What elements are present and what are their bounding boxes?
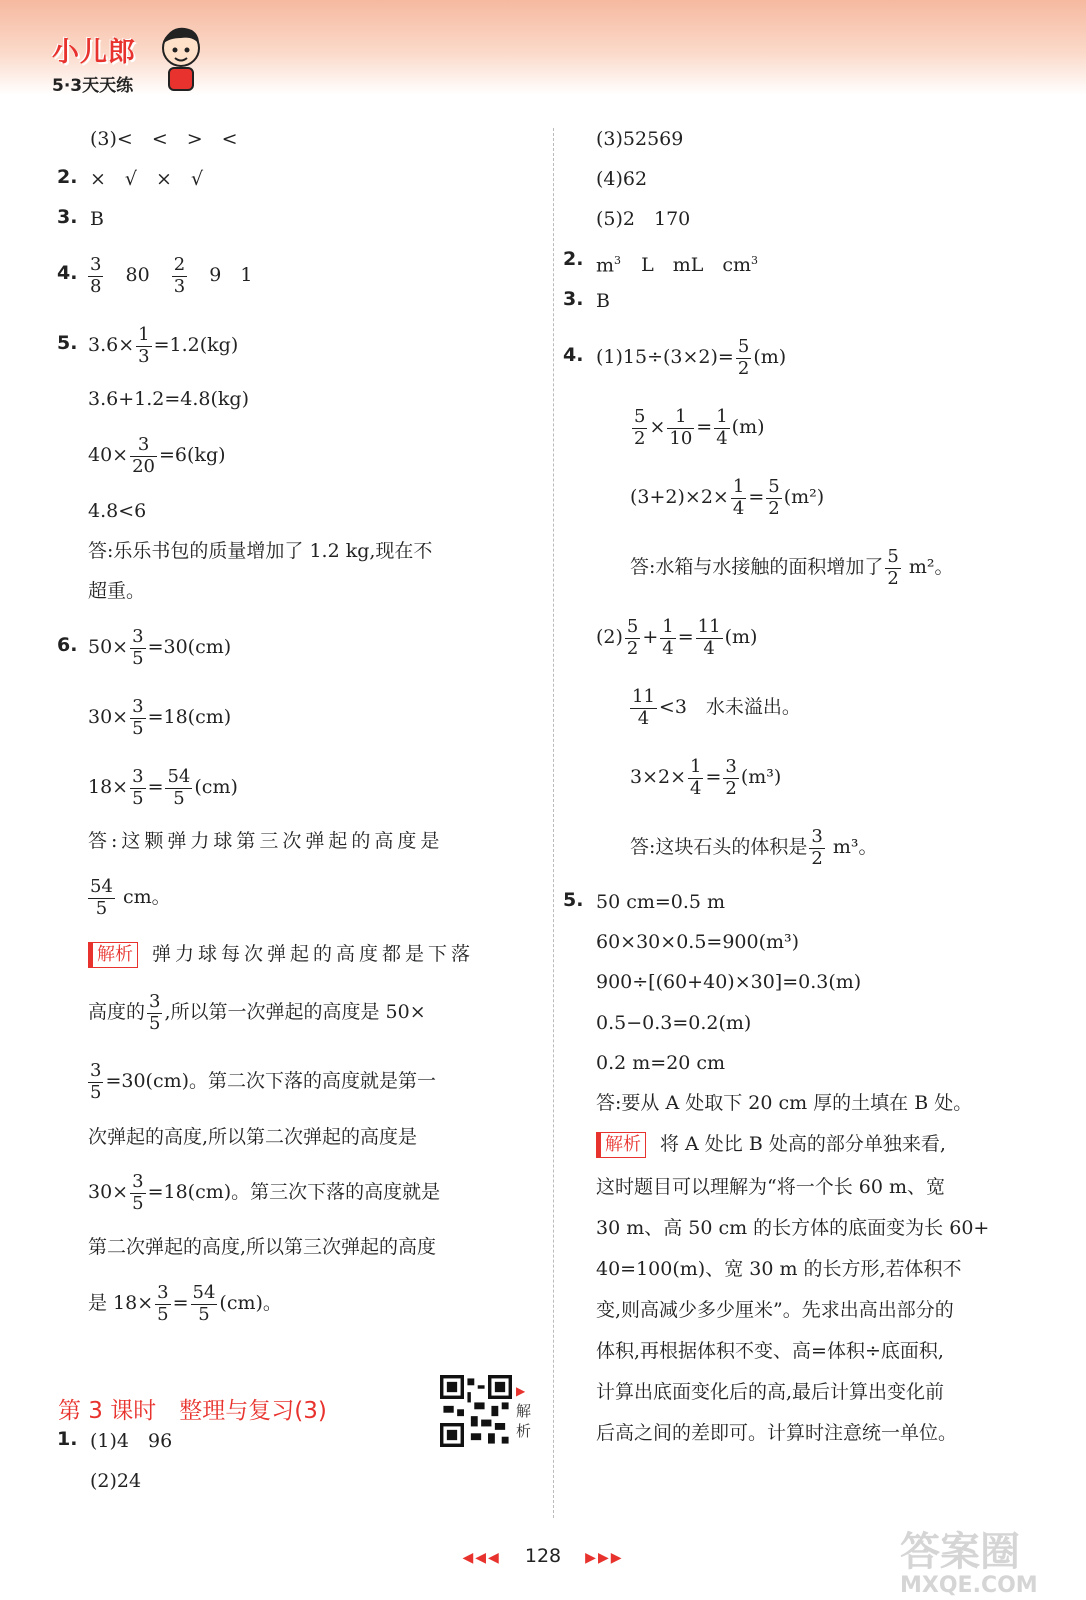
analysis-text: =: [172, 1292, 189, 1314]
expr: cm。: [116, 886, 171, 908]
expr: =30(cm): [147, 636, 232, 658]
answer-line: [596, 248, 758, 278]
answer-text: 答:要从 A 处取下 20 cm 厚的土填在 B 处。: [596, 1092, 973, 1114]
numerator: 3: [132, 765, 144, 787]
answer-line: (5)2 170: [596, 208, 691, 230]
play-icon: ▶: [516, 1384, 526, 1398]
numerator: 3: [132, 1170, 144, 1192]
expr: <3 水未溢出。: [658, 696, 801, 718]
fraction: [885, 547, 900, 589]
lesson-heading: 第 3 课时 整理与复习(3): [58, 1398, 327, 1424]
fraction: [766, 477, 781, 519]
value: 9 1: [209, 264, 253, 286]
answer-text-part: 答:这块石头的体积是: [630, 836, 808, 858]
analysis-text: 是 18×: [88, 1292, 154, 1314]
question-number: 4.: [563, 344, 584, 366]
numerator: 3: [132, 625, 144, 647]
equation-line: [630, 470, 824, 524]
analysis-line: 计算出底面变化后的高,最后计算出变化前: [596, 1381, 945, 1403]
expr: (m³): [740, 766, 782, 788]
fraction: [667, 407, 694, 449]
analysis-line: 第二次弹起的高度,所以第三次弹起的高度: [88, 1236, 437, 1258]
equation-line: 900÷[(60+40)×30]=0.3(m): [596, 971, 862, 993]
denominator: 5: [157, 1303, 169, 1325]
expr: =1.2(kg): [153, 334, 239, 356]
denominator: 10: [669, 427, 693, 449]
answer-line: (3)< < > <: [90, 128, 238, 150]
mascot-icon: [155, 22, 207, 94]
answer-text: [86, 870, 171, 924]
analysis-line: 体积,再根据体积不变、高=体积÷底面积,: [596, 1340, 944, 1362]
expr: 50×: [88, 636, 129, 658]
expr: =: [677, 626, 694, 648]
analysis-line: [88, 941, 474, 968]
numerator: 1: [662, 615, 674, 637]
denominator: 4: [703, 637, 715, 659]
denominator: 4: [637, 707, 650, 729]
question-number: 4.: [57, 262, 78, 284]
question-number: 5.: [563, 889, 584, 911]
answer-text: 答:这颗弹力球第三次弹起的高度是: [88, 830, 444, 852]
numerator: 3: [90, 253, 102, 275]
analysis-text: 30×: [88, 1181, 129, 1203]
watermark-top: 答案圈: [900, 1529, 1020, 1575]
equation-line: 50 cm=0.5 m: [596, 891, 726, 913]
denominator: 5: [90, 1081, 102, 1103]
answer-text-part: 答:水箱与水接触的面积增加了: [630, 556, 884, 578]
expr: (m²): [783, 486, 825, 508]
expr: 3.6×: [88, 334, 135, 356]
equation-line: [88, 620, 231, 674]
question-number: 3.: [57, 206, 78, 228]
fraction: [809, 827, 824, 869]
equation-line: [630, 750, 781, 804]
numerator: 5: [626, 615, 639, 637]
numerator: 54: [90, 875, 113, 897]
denominator: 8: [90, 275, 102, 297]
fraction: [130, 627, 145, 669]
equation-line: [630, 400, 765, 454]
expr: (m): [724, 626, 758, 648]
expr: (1)15÷(3×2)=: [596, 346, 734, 368]
numerator: 5: [768, 475, 780, 497]
denominator: 5: [95, 897, 108, 919]
expr: (3+2)×2×: [630, 486, 729, 508]
analysis-text: ,所以第一次弹起的高度是 50×: [164, 1001, 426, 1023]
fraction: [130, 435, 157, 477]
numerator: 1: [138, 323, 150, 345]
superscript: 3: [751, 254, 758, 267]
analysis-text: 弹力球每次弹起的高度都是下落: [152, 943, 475, 965]
fraction: [625, 617, 640, 659]
equation-line: [596, 610, 757, 664]
fraction: [736, 337, 751, 379]
answer-line: (4)62: [596, 168, 648, 190]
qr-code-icon[interactable]: [440, 1375, 512, 1447]
answer-line: B: [596, 290, 610, 312]
expr: 40×: [88, 444, 129, 466]
logo-subtitle: 5·3天天练: [52, 76, 134, 96]
denominator: 5: [132, 1192, 144, 1214]
question-number: 5.: [57, 332, 78, 354]
denominator: 5: [149, 1012, 161, 1034]
numerator: 1: [690, 755, 702, 777]
answer-line: (3)52569: [596, 128, 684, 150]
equation-line: [88, 428, 226, 482]
fraction: [688, 757, 703, 799]
column-divider: [553, 128, 554, 1518]
numerator: 3: [90, 1059, 102, 1081]
numerator: 3: [132, 695, 144, 717]
answer-text-part: m³。: [826, 836, 878, 858]
numerator: 5: [887, 545, 899, 567]
numerator: 5: [634, 405, 646, 427]
denominator: 3: [173, 275, 186, 297]
numerator: 54: [192, 1281, 216, 1303]
fraction: [88, 877, 115, 919]
equation-line: 3.6+1.2=4.8(kg): [88, 388, 249, 410]
page-number: 128: [524, 1545, 562, 1567]
expr: =: [696, 416, 713, 438]
analysis-line: [88, 1276, 282, 1330]
numerator: 2: [173, 253, 186, 275]
denominator: 4: [662, 637, 674, 659]
fraction: [630, 687, 657, 729]
denominator: 4: [716, 427, 728, 449]
fraction: [88, 1061, 103, 1103]
analysis-tag: 解析: [88, 942, 138, 968]
equation-line: 0.5−0.3=0.2(m): [596, 1012, 752, 1034]
numerator: 1: [732, 475, 745, 497]
analysis-text: 高度的: [88, 1001, 146, 1023]
denominator: 20: [132, 455, 156, 477]
expr: =: [705, 766, 722, 788]
analysis-line: 次弹起的高度,所以第二次弹起的高度是: [88, 1126, 418, 1148]
expr: =: [147, 776, 164, 798]
numerator: 3: [130, 435, 157, 457]
expr: (cm): [194, 776, 238, 798]
denominator: 2: [737, 357, 750, 379]
numerator: 5: [737, 335, 750, 357]
denominator: 5: [198, 1303, 210, 1325]
next-arrows-icon: ▶▶▶: [585, 1550, 624, 1566]
equation-line: [88, 690, 231, 744]
denominator: 5: [132, 787, 144, 809]
qr-label-text: 解析: [516, 1402, 532, 1440]
fraction: [191, 1283, 218, 1325]
equation-line: [88, 760, 238, 814]
unit: L mL cm: [641, 254, 751, 277]
fraction: [130, 1172, 145, 1214]
analysis-line: 变,则高减少多少厘米”。先求出高出部分的: [596, 1299, 954, 1321]
question-number: 6.: [57, 634, 78, 656]
fraction: [660, 617, 675, 659]
expr: 3×2×: [630, 766, 687, 788]
fraction: [714, 407, 729, 449]
expr: (2): [596, 626, 623, 648]
expr: 18×: [88, 776, 129, 798]
analysis-line: [596, 1131, 946, 1158]
fraction: [155, 1283, 170, 1325]
superscript: 3: [614, 254, 622, 267]
analysis-line: 后高之间的差即可。计算时注意统一单位。: [596, 1422, 958, 1444]
denominator: 2: [887, 567, 899, 589]
denominator: 5: [173, 787, 185, 809]
answer-line: (1)4 96: [90, 1430, 173, 1452]
equation-line: [596, 330, 786, 384]
expr: =6(kg): [159, 444, 226, 466]
fraction: [165, 767, 192, 809]
equation-line: 0.2 m=20 cm: [596, 1052, 726, 1074]
fraction: [632, 407, 647, 449]
watermark: [900, 1520, 1038, 1598]
expr: =18(cm): [147, 706, 232, 728]
denominator: 3: [138, 345, 150, 367]
logo-title: 小儿郎: [52, 37, 136, 68]
unit: m: [596, 254, 615, 277]
fraction: [731, 477, 746, 519]
denominator: 4: [690, 777, 702, 799]
numerator: 3: [811, 825, 823, 847]
denominator: 2: [626, 637, 639, 659]
question-number: 2.: [57, 166, 78, 188]
answer-line: × √ × √: [90, 168, 204, 190]
denominator: 2: [811, 847, 823, 869]
numerator: 3: [149, 990, 161, 1012]
expr: ×: [649, 416, 666, 438]
denominator: 2: [725, 777, 737, 799]
numerator: 1: [667, 407, 694, 429]
analysis-line: 这时题目可以理解为“将一个长 60 m、宽: [596, 1176, 945, 1198]
question-number: 2.: [563, 248, 584, 270]
equation-line: [628, 680, 801, 734]
analysis-text: =18(cm)。第三次下落的高度就是: [147, 1181, 441, 1203]
fraction: [696, 617, 723, 659]
equation-line: 4.8<6: [88, 500, 147, 522]
expr: 30×: [88, 706, 129, 728]
fraction: [723, 757, 738, 799]
question-number: 1.: [57, 1428, 78, 1450]
brand-logo: [52, 30, 136, 96]
denominator: 5: [132, 717, 144, 739]
denominator: 5: [132, 647, 144, 669]
expr: (m): [753, 346, 787, 368]
answer-line: [86, 248, 252, 302]
equation-line: [88, 318, 238, 372]
analysis-text: (cm)。: [219, 1292, 282, 1314]
analysis-text: 将 A 处比 B 处高的部分单独来看,: [660, 1133, 946, 1155]
answer-text-part: m²。: [902, 556, 954, 578]
answer-text: 答:乐乐书包的质量增加了 1.2 kg,现在不: [88, 540, 433, 562]
denominator: 2: [634, 427, 646, 449]
fraction: [88, 255, 103, 297]
analysis-line: 40=100(m)、宽 30 m 的长方形,若体积不: [596, 1258, 962, 1280]
numerator: 3: [725, 755, 737, 777]
analysis-line: [88, 985, 426, 1039]
value: 80: [125, 264, 150, 286]
qr-label: [516, 1380, 536, 1441]
fraction: [130, 697, 145, 739]
equation-line: 60×30×0.5=900(m³): [596, 931, 800, 953]
fraction: [136, 325, 151, 367]
numerator: 3: [157, 1281, 169, 1303]
prev-arrows-icon: ◀◀◀: [462, 1550, 501, 1566]
answer-line: B: [90, 208, 104, 230]
analysis-tag: 解析: [596, 1132, 646, 1158]
watermark-bottom: MXQE.COM: [900, 1573, 1038, 1598]
analysis-line: [88, 1165, 440, 1219]
numerator: 11: [697, 615, 721, 637]
answer-text: [630, 540, 954, 594]
analysis-line: [86, 1054, 436, 1108]
expr: +: [642, 626, 659, 648]
analysis-text: =30(cm)。第二次下落的高度就是第一: [105, 1070, 437, 1092]
denominator: 2: [768, 497, 780, 519]
denominator: 4: [732, 497, 745, 519]
fraction: [172, 255, 187, 297]
numerator: 54: [167, 765, 191, 787]
expr: (m): [731, 416, 765, 438]
fraction: [130, 767, 145, 809]
fraction: [147, 992, 162, 1034]
numerator: 11: [632, 685, 655, 707]
answer-text: [630, 820, 878, 874]
analysis-line: 30 m、高 50 cm 的长方体的底面变为长 60+: [596, 1217, 990, 1239]
answer-line: (2)24: [90, 1470, 142, 1492]
question-number: 3.: [563, 288, 584, 310]
expr: =: [748, 486, 765, 508]
answer-text: 超重。: [88, 580, 146, 602]
numerator: 1: [716, 405, 728, 427]
